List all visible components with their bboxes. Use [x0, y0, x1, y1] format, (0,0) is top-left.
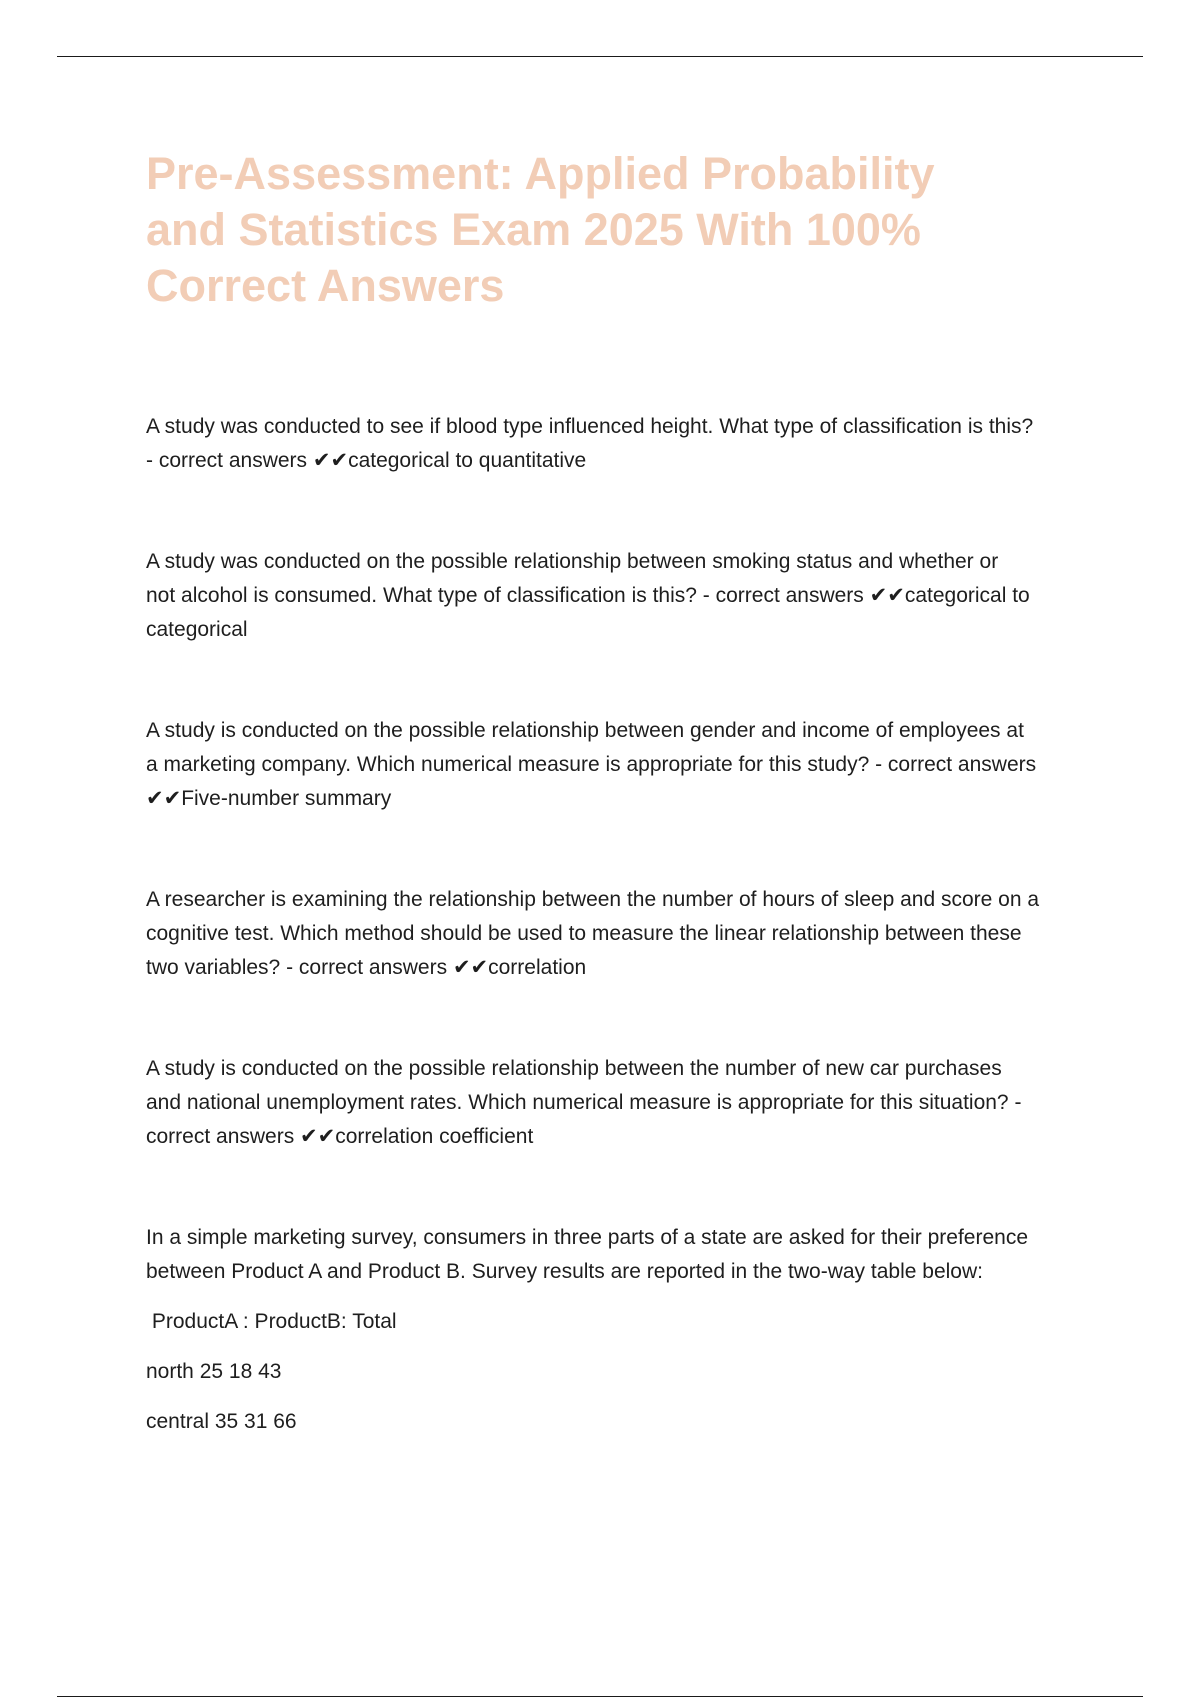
text-line: - correct answers ✔✔categorical to quantitative	[146, 449, 587, 472]
top-rule	[57, 56, 1143, 57]
text-line: A study was conducted to see if blood type influenced height. What type of classification is this?	[146, 415, 1034, 438]
question-answer-3	[146, 714, 1096, 816]
text-line: a marketing company. Which numerical measure is appropriate for this study? - correct answers	[146, 753, 1037, 776]
text-line: categorical	[146, 618, 248, 641]
table-row-north: north 25 18 43	[146, 1360, 282, 1383]
text-line: and national unemployment rates. Which numerical measure is appropriate for this situation? -	[146, 1091, 1022, 1114]
text-line: cognitive test. Which method should be used to measure the linear relationship between these	[146, 922, 1022, 945]
document-title	[146, 146, 1076, 314]
document-body	[146, 410, 1096, 1455]
table-header-line: ProductA : ProductB: Total	[146, 1310, 397, 1333]
title-line: and Statistics Exam 2025 With 100%	[146, 204, 921, 255]
title-line: Pre-Assessment: Applied Probability	[146, 148, 935, 199]
title-line: Correct Answers	[146, 260, 505, 311]
text-line: In a simple marketing survey, consumers in three parts of a state are asked for their preference	[146, 1226, 1029, 1249]
question-answer-4	[146, 883, 1096, 985]
text-line: A study was conducted on the possible relationship between smoking status and whether or	[146, 550, 999, 573]
text-line: A study is conducted on the possible relationship between gender and income of employees at	[146, 719, 1024, 742]
table-row-central: central 35 31 66	[146, 1410, 297, 1433]
text-line: not alcohol is consumed. What type of classification is this? - correct answers ✔✔categorical to	[146, 584, 1030, 607]
text-line: A researcher is examining the relationship between the number of hours of sleep and score on a	[146, 888, 1040, 911]
bottom-rule	[57, 1696, 1143, 1697]
question-answer-1	[146, 410, 1096, 478]
text-line: two variables? - correct answers ✔✔correlation	[146, 956, 587, 979]
question-answer-5	[146, 1052, 1096, 1154]
question-answer-2	[146, 545, 1096, 647]
text-line: A study is conducted on the possible relationship between the number of new car purchases	[146, 1057, 1002, 1080]
text-line: between Product A and Product B. Survey results are reported in the two-way table below:	[146, 1260, 983, 1283]
text-line: ✔✔Five-number summary	[146, 787, 392, 810]
text-line: correct answers ✔✔correlation coefficient	[146, 1125, 534, 1148]
question-6	[146, 1221, 1096, 1289]
